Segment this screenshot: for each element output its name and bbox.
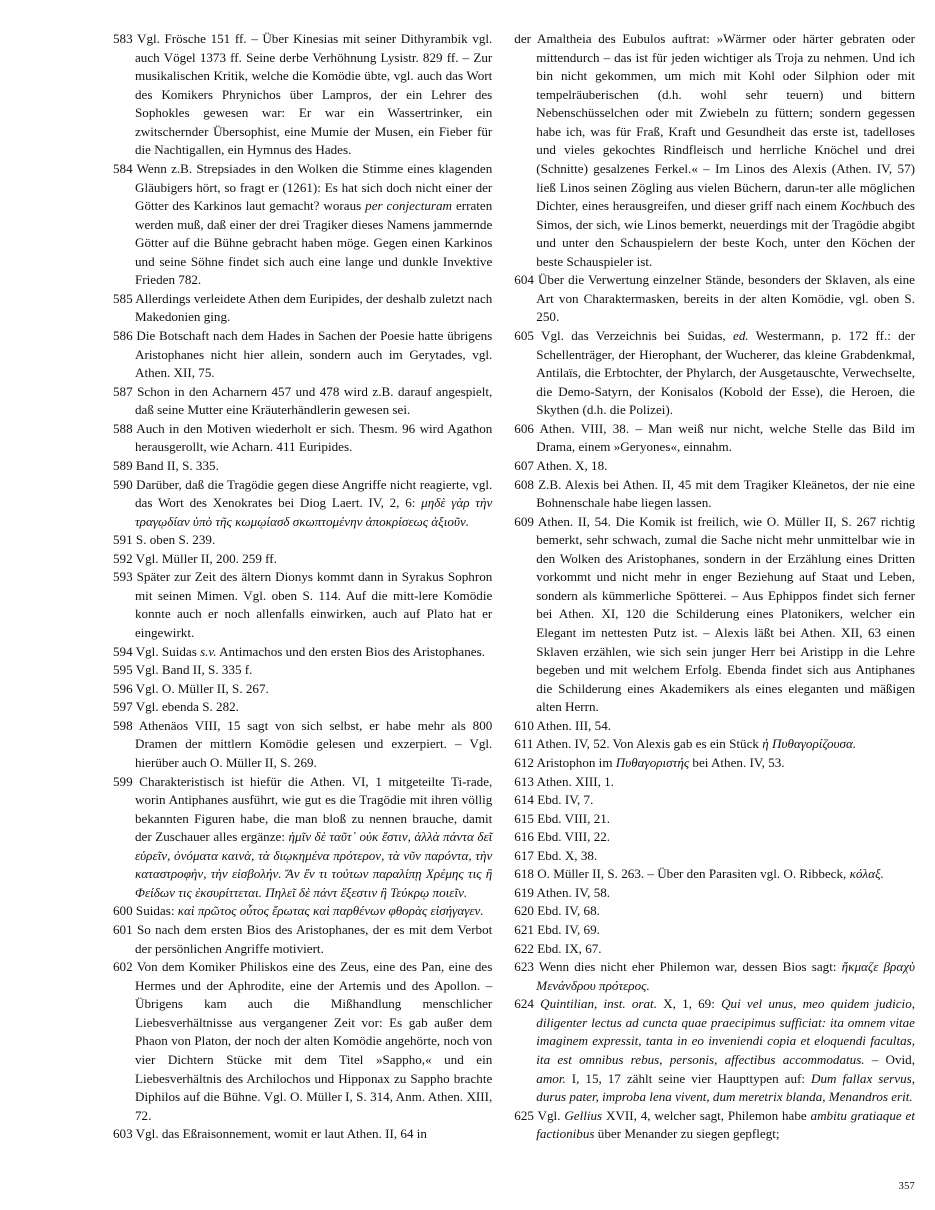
endnote: 600 Suidas: καὶ πρῶτος οὗτος ἔρωτας καὶ παρθένων φθορὰς εἰσήγαγεν. xyxy=(113,903,484,919)
endnote: 611 Athen. IV, 52. Von Alexis gab es ein Stück ἡ Πυθαγορίζουσα. xyxy=(514,736,857,752)
right-column xyxy=(514,30,915,1144)
two-column-layout xyxy=(20,30,915,1144)
left-column xyxy=(20,30,492,1144)
endnote: 607 Athen. X, 18. xyxy=(514,457,608,473)
endnote: 605 Vgl. das Verzeichnis bei Suidas, ed. Westermann, p. 172 ff.: der Schellenträger, der Hierophant, der Wucherer, das kleine Grabdenkmal, Antilaïs, die Erbtochter, der Phylarch, der Ausgetauschte, Verwechselte, die Demo-Satyrn, der Konisalos (Kobold der Esse), die Heroen, die Skythen (d.h. die Polizei). xyxy=(514,328,915,418)
endnote: der Amaltheia des Eubulos auftrat: »Wärmer oder härter gebraten oder mittendurch – das ist für jeden wichtiger als Troja zu nehmen. Und ich bin nicht gekommen, um mich mit Kohl oder Silphion oder mit tempelräuberischen (d.h. wohl sehr teuern) und bittern Nebenschüsselchen oder mit Zwiebeln zu füttern; sondern gegessen habe ich, was für Fraß, Kraft und Gesundheit das erste ist, tadelloses und vieles gekochtes Rindfleisch und herrliche Knöchel und drei (Schnitte) gesalzenes Ferkel.« – Im Linos des Alexis (Athen. IV, 57) ließ Linos seinen Zögling aus vielen Büchern, darun-ter alle möglichen Dichter, eines herausgreifen, und dieser griff nach einem Kochbuch des Simos, der sich, wie Linos bemerkt, neuerdings mit der Tragödie abgibt und unter den Schauspielern der beste Koch, unter den Köchen der beste Schauspieler ist. xyxy=(514,31,915,269)
endnote: 609 Athen. II, 54. Die Komik ist freilich, wie O. Müller II, S. 267 richtig bemerkt, sehr schwach, zumal die Sache nicht mehr unmittelbar wie in den Wolken des Aristophanes, sondern in der Erzählung eines Dritten vorkommt und nicht mehr in enger Beziehung auf Staat und Leben, sondern als kümmerliche Spötterei. – Aus Ephippos findet sich ferner bei Athen. XI, 120 die Schilderung eines Platonikers, welcher ein Elegant im nettesten Putz ist. – Alexis läßt bei Athen. XII, 63 einen Sklaven erzählen, wie sich sein junger Herr bei Aristipp in die Lehre begeben und mit welchem Erfolg. Ebenda findet sich aus Antiphanes die Schilderung eines Akademikers als eines eleganten und mäßigen alten Herrn. xyxy=(514,513,915,715)
endnote: 592 Vgl. Müller II, 200. 259 ff. xyxy=(113,550,277,566)
endnote: 599 Charakteristisch ist hiefür die Athen. VI, 1 mitgeteilte Ti-rade, worin Antiphanes ausführt, wie gut es die Tragödie mit ihren völlig bekannten Figuren habe, die man bloß zu nennen brauche, damit der Zuschauer alles ergänze: ἡμῖν δὲ ταῦτ᾽ οὐκ ἔστιν, ἀλλὰ πάντα δεῖ εὑρεῖν, ὀνόματα καινὰ, τὰ διῳκημένα πρότερον, τὰ νῦν παρόντα, τὴν καταστροφὴν, τὴν εἰσβολήν. Ἄν ἕν τι τούτων παραλίπῃ Χρέμης τις ἢ Φείδων τις ἐκσυρίττεται. Πηλεῖ δὲ πάντ ἔξεστιν ἢ Τεύκρῳ ποιεῖν. xyxy=(113,773,493,900)
endnote: 597 Vgl. ebenda S. 282. xyxy=(113,699,239,715)
endnote: 589 Band II, S. 335. xyxy=(113,457,219,473)
endnote: 616 Ebd. VIII, 22. xyxy=(514,829,611,845)
endnote: 613 Athen. XIII, 1. xyxy=(514,773,614,789)
endnote: 612 Aristophon im Πυθαγοριστής bei Athen. IV, 53. xyxy=(514,754,785,770)
endnote: 608 Z.B. Alexis bei Athen. II, 45 mit dem Tragiker Kleänetos, der nie eine Bohnenschale habe liegen lassen. xyxy=(514,476,915,511)
endnote: 588 Auch in den Motiven wiederholt er sich. Thesm. 96 wird Agathon herausgerollt, wie Acharn. 411 Euripides. xyxy=(113,420,493,455)
endnote: 593 Später zur Zeit des ältern Dionys kommt dann in Syrakus Sophron mit seinen Mimen. Vgl. oben S. 114. Auf die mitt-lere Komödie konnte auch er noch allenfalls einwirken, auch auf Plato hat er eingewirkt. xyxy=(113,569,493,640)
endnote: 594 Vgl. Suidas s.v. Antimachos und den ersten Bios des Aristophanes. xyxy=(113,643,485,659)
endnote: 590 Darüber, daß die Tragödie gegen diese Angriffe nicht reagierte, vgl. das Wort des Xenokrates bei Diog Laert. IV, 2, 6: μηδὲ γὰρ τὴν τραγῳδίαν ὑπὸ τῆς κωμῳίασδ σκωπτομένην ἀποκρίσεως ἀξιοῦν. xyxy=(113,476,493,529)
endnote: 621 Ebd. IV, 69. xyxy=(514,922,600,937)
endnote: 585 Allerdings verleidete Athen dem Euripides, der deshalb zuletzt nach Makedonien ging. xyxy=(113,290,493,325)
endnote: 587 Schon in den Acharnern 457 und 478 wird z.B. darauf angespielt, daß seine Mutter eine Kräuterhändlerin gewesen sei. xyxy=(113,383,493,418)
endnote: 603 Vgl. das Eßraisonnement, womit er laut Athen. II, 64 in xyxy=(113,1126,427,1142)
endnote: 623 Wenn dies nicht eher Philemon war, dessen Bios sagt: ἤκμαζε βραχὺ Μενάνδρου πρότερος. xyxy=(514,959,915,993)
endnote: 591 S. oben S. 239. xyxy=(113,532,216,548)
endnote: 584 Wenn z.B. Strepsiades in den Wolken die Stimme eines klagenden Gläubigers hört, so fragt er (1261): Es hat sich doch nicht einer der Götter des Karkinos laut gemacht? woraus per conjecturam erraten werden muß, daß einer der drei Tragiker dieses Namens jammernde Götter auf die Bühne gebracht haben möge. Gegen einen Karkinos und seine Söhne findet sich auch eine lange und dunkle Invektive Frieden 782. xyxy=(113,160,493,288)
endnote: 610 Athen. III, 54. xyxy=(514,717,612,733)
page-number: 357 xyxy=(898,1181,915,1192)
endnote: 604 Über die Verwertung einzelner Stände, besonders der Sklaven, als eine Art von Charaktermasken, bereits in der alten Komödie, vgl. oben S. 250. xyxy=(514,272,915,325)
endnote: 583 Vgl. Frösche 151 ff. – Über Kinesias mit seiner Dithyrambik vgl. auch Vögel 1373 ff. Seine derbe Verhöhnung Lysistr. 829 ff. – Zur musikalischen Kritik, welche die Komödie übte, vgl. auch das Wort des Komikers Phrynichos über Lampros, der ein Lehrer des Sophokles gewesen war: Er war ein Wassertrinker, ein zwitschernder Übersophist, eine Mumie der Musen, ein Fieber für die Nachtigallen, ein Hymnus des Hades. xyxy=(113,31,493,158)
endnote: 617 Ebd. X, 38. xyxy=(514,847,598,863)
endnote: 624 Quintilian, inst. orat. X, 1, 69: Qui vel unus, meo quidem judicio, diligenter lectus ad cuncta quae praecipimus sufficiat: ita omnem vitae imaginem expressit, tanta in eo inveniendi copia et eloquendi facultas, ita est omnibus rebus, personis, affectibus accommodatus. – Ovid, amor. I, 15, 17 zählt seine vier Haupttypen auf: Dum fallax servus, durus pater, improba lena vivent, dum meretrix blanda, Menandros erit. xyxy=(514,996,916,1105)
endnote: 618 O. Müller II, S. 263. – Über den Parasiten vgl. O. Ribbeck, κόλαξ. xyxy=(514,866,884,882)
endnote: 614 Ebd. IV, 7. xyxy=(514,792,594,808)
endnote: 619 Athen. IV, 58. xyxy=(514,884,611,900)
endnote: 615 Ebd. VIII, 21. xyxy=(514,810,611,826)
endnote: 595 Vgl. Band II, S. 335 f. xyxy=(113,662,253,678)
endnote: 596 Vgl. O. Müller II, S. 267. xyxy=(113,680,269,696)
endnote: 598 Athenäos VIII, 15 sagt von sich selbst, er habe mehr als 800 Dramen der mittlern Komödie gelesen und exzerpiert. – Vgl. hierüber auch O. Müller II, S. 269. xyxy=(113,717,493,770)
endnote: 620 Ebd. IV, 68. xyxy=(514,903,600,919)
endnote: 625 Vgl. Gellius XVII, 4, welcher sagt, Philemon habe ambitu gratiaque et factionibus über Menander zu siegen gepflegt; xyxy=(514,1107,915,1142)
endnote: 601 So nach dem ersten Bios des Aristophanes, der es mit dem Verbot der persönlichen Angriffe motiviert. xyxy=(113,922,493,956)
endnote: 586 Die Botschaft nach dem Hades in Sachen der Poesie hatte übrigens Aristophanes nicht hier allein, sondern auch im Gerytades, vgl. Athen. XII, 75. xyxy=(113,328,493,381)
endnote: 602 Von dem Komiker Philiskos eine des Zeus, eine des Pan, eine des Hermes und der Aphrodite, eine der Artemis und des Apollon. – Übrigens kam auch die Mißhandlung menschlicher Liebesverhältnisse aus vergangener Zeit vor: Es gab außer dem Phaon von Platon, der noch der alten Komödie angehörte, noch von vier Dichtern Stücke mit dem Titel »Sappho,« und ein Liebesverhältnis des Archilochos und Hipponax zu Sappho brachte Diphilos auf die Bühne. Vgl. O. Müller I, S. 314, Anm. Athen. XIII, 72. xyxy=(113,959,493,1123)
endnote: 606 Athen. VIII, 38. – Man weiß nur nicht, welche Stelle das Bild im Drama, einem »Geryones«, einnahm. xyxy=(514,420,915,455)
endnote: 622 Ebd. IX, 67. xyxy=(514,940,602,956)
